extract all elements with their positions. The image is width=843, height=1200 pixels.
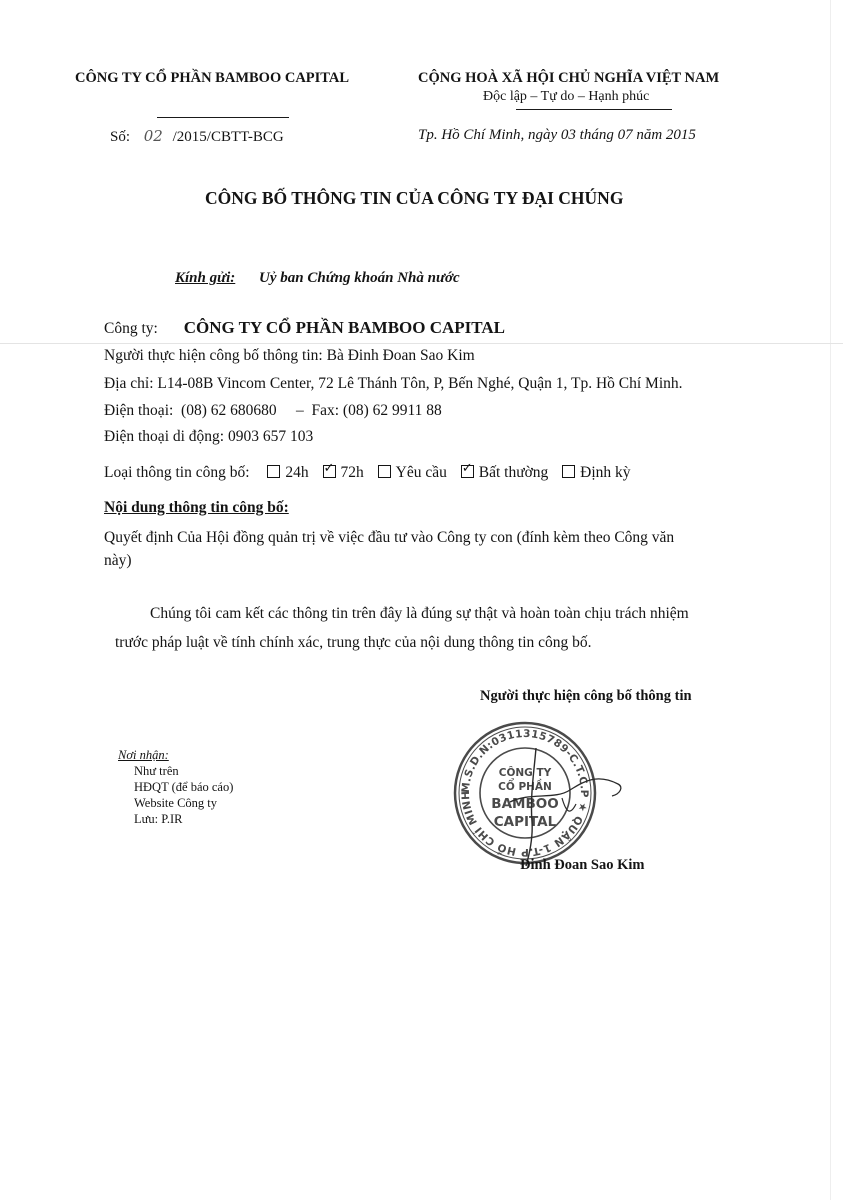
option-bat-thuong: ✓ Bất thường [461, 464, 549, 481]
company-name-header: CÔNG TY CỔ PHẦN BAMBOO CAPITAL [75, 70, 350, 86]
address-line: Địa chỉ: L14-08B Vincom Center, 72 Lê Thánh Tôn, P, Bến Nghé, Quận 1, Tp. Hồ Chí Minh. [104, 375, 683, 392]
place-date: Tp. Hồ Chí Minh, ngày 03 tháng 07 năm 2015 [418, 127, 696, 143]
doc-number-suffix: /2015/CBTT-BCG [172, 129, 284, 145]
checkbox-bat-thuong-checked [461, 465, 474, 478]
recipients-block [118, 747, 233, 827]
recipient-item: Như trên [134, 764, 179, 778]
motto: Độc lập – Tự do – Hạnh phúc [483, 89, 650, 104]
country-name: CỘNG HOÀ XÃ HỘI CHỦ NGHĨA VIỆT NAM [418, 70, 720, 86]
option-24h: 24h [267, 464, 308, 481]
content-heading: Nội dung thông tin công bố: [104, 499, 289, 516]
checkbox-dinh-ky [562, 465, 575, 478]
disclosure-type-line [104, 464, 641, 482]
signature-scribble-icon [500, 742, 640, 872]
option-72h: ✓ 72h [323, 464, 364, 481]
mobile-line: Điện thoại di động: 0903 657 103 [104, 428, 314, 445]
checkbox-72h-checked [323, 465, 336, 478]
doc-number-handwritten: 02 [143, 127, 163, 145]
recipient-item: HĐQT (để báo cáo) [134, 780, 234, 794]
stamp-line-2: CỔ PHẦN [498, 781, 552, 793]
recipient-label: Kính gửi: [175, 270, 236, 286]
disclosure-type-label: Loại thông tin công bố: [104, 464, 250, 481]
discloser-line: Người thực hiện công bố thông tin: Bà Đinh Đoan Sao Kim [104, 347, 475, 364]
commitment-line-1: Chúng tôi cam kết các thông tin trên đây là đúng sự thật và hoàn toàn chịu trách nhiệm [150, 605, 689, 622]
doc-number-label: Số: [110, 129, 131, 145]
scan-edge [830, 0, 831, 1200]
header-left-separator [157, 117, 289, 118]
stamp-line-1: CÔNG TY [498, 767, 552, 779]
content-line-2: này) [104, 552, 132, 569]
phone-line: Điện thoại: (08) 62 680680 – Fax: (08) 62 9911 88 [104, 402, 442, 419]
checkbox-yeu-cau [378, 465, 391, 478]
scan-artifact-line [0, 343, 843, 344]
document-title: CÔNG BỐ THÔNG TIN CỦA CÔNG TY ĐẠI CHÚNG [205, 188, 624, 208]
content-line-1: Quyết định Của Hội đồng quản trị về việc đầu tư vào Công ty con (đính kèm theo Công văn [104, 529, 675, 546]
doc-number [110, 127, 284, 146]
recipient-item: Website Công ty [134, 796, 218, 810]
stamp-line-4: CAPITAL [493, 814, 557, 830]
stamp-ring-text: M.S.D.N:0311315789-C.T.C.P ★ QUẬN 1-T.P HỒ CHÍ MINH [459, 727, 591, 859]
option-yeu-cau: Yêu cầu [378, 464, 447, 481]
company-line [104, 318, 505, 338]
company-label: Công ty: [104, 320, 158, 337]
recipient-item: Lưu: P.IR [134, 812, 183, 826]
signer-name: Đinh Đoan Sao Kim [520, 857, 645, 873]
commitment-line-2: trước pháp luật về tính chính xác, trung thực của nội dung thông tin công bố. [115, 634, 592, 651]
recipient-value: Uỷ ban Chứng khoán Nhà nước [259, 270, 460, 286]
header-right-separator [516, 109, 672, 110]
checkbox-24h [267, 465, 280, 478]
option-dinh-ky: Định kỳ [562, 464, 630, 481]
recipients-label: Nơi nhận: [118, 748, 169, 762]
recipient-line [175, 270, 460, 287]
signature-role: Người thực hiện công bố thông tin [480, 688, 692, 704]
handwritten-signature [500, 742, 640, 872]
company-value: CÔNG TY CỔ PHẦN BAMBOO CAPITAL [183, 318, 505, 337]
stamp-line-3: BAMBOO [491, 796, 559, 812]
